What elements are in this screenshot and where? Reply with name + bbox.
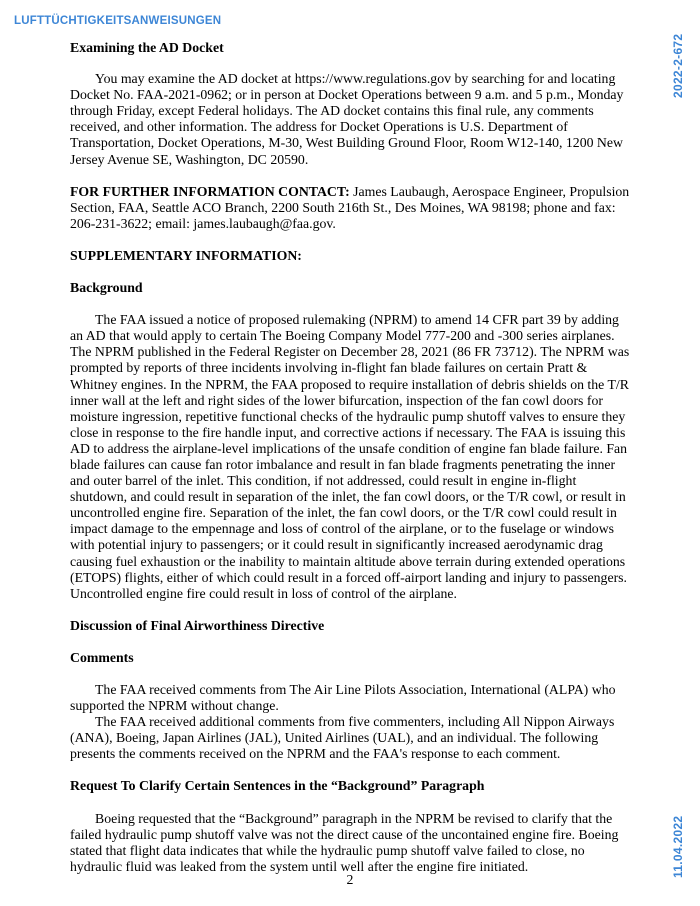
- comments-paragraph-2: The FAA received additional comments from five commenters, including All Nippon Airways (ANA), Boeing, Japan Airlines (JAL), United Airlines (UAL), and an individual. The following presents the comments received on the NPRM and the FAA's response to each comment.: [70, 714, 615, 762]
- side-doc-number: 2022-2-672: [671, 33, 685, 98]
- header-label: LUFTTÜCHTIGKEITSANWEISUNGEN: [14, 15, 222, 27]
- side-date: 11.04.2022: [671, 815, 685, 878]
- examining-paragraph: You may examine the AD docket at https://www.regulations.gov by searching for and locating Docket No. FAA-2021-0962; or in person at Docket Operations between 9 a.m. and 5 p.m., Monday through Friday, except Federal holidays. The AD docket contains this final rule, any comments received, and other information. The address for Docket Operations is U.S. Department of Transportation, Docket Operations, M-30, West Building Ground Floor, Room W12-140, 1200 New Jersey Avenue SE, Washington, DC 20590.: [70, 71, 624, 167]
- contact-paragraph: [70, 184, 630, 232]
- supplementary-heading: SUPPLEMENTARY INFORMATION:: [70, 247, 302, 263]
- request-heading: Request To Clarify Certain Sentences in the “Background” Paragraph: [70, 778, 485, 794]
- page-number: 2: [346, 872, 354, 887]
- comments-paragraph-1: The FAA received comments from The Air Line Pilots Association, International (ALPA) who supported the NPRM without change.: [70, 682, 616, 714]
- document-body: [70, 40, 630, 875]
- background-heading: Background: [70, 280, 143, 296]
- contact-text: James Laubaugh, Aerospace Engineer, Propulsion Section, FAA, Seattle ACO Branch, 2200 South 216th St., Des Moines, WA 98198; phone and fax: 206-231-3622; email: james.laubaugh@faa.gov.: [70, 183, 630, 231]
- discussion-heading: Discussion of Final Airworthiness Directive: [70, 617, 325, 633]
- contact-label: FOR FURTHER INFORMATION CONTACT:: [70, 183, 350, 199]
- request-paragraph: Boeing requested that the “Background” paragraph in the NPRM be revised to clarify that the failed hydraulic pump shutoff valve was not the direct cause of the uncontained engine fire. Boeing stated that flight data indicates that while the hydraulic pump shutoff valve failed to close, no hydraulic fluid was leaked from the system until well after the engine fire initiated.: [70, 810, 619, 874]
- comments-heading: Comments: [70, 649, 134, 665]
- examining-heading: Examining the AD Docket: [70, 40, 224, 55]
- background-paragraph: The FAA issued a notice of proposed rulemaking (NPRM) to amend 14 CFR part 39 by adding an AD that would apply to certain The Boeing Company Model 777-200 and -300 series airplanes. The NPRM published in the Federal Register on December 28, 2021 (86 FR 73712). The NPRM was prompted by reports of three incidents involving in-flight fan blade failures on certain Pratt & Whitney engines. In the NPRM, the FAA proposed to require installation of debris shields on the T/R inner wall at the left and right sides of the lower bifurcation, inspection of the fan cowl doors for moisture ingression, repetitive functional checks of the hydraulic pump shutoff valves to ensure they close in response to the fire handle input, and corrective actions if necessary. The FAA is issuing this AD to address the airplane-level implications of the unsafe condition of engine fan blade failure. Fan blade failures can cause fan rotor imbalance and result in fan blade fragments penetrating the inner and outer barrel of the inlet. This condition, if not addressed, could result in engine in-flight shutdown, and could result in separation of the inlet, the fan cowl doors, or the T/R cowl, or result in uncontrolled engine fire. Separation of the inlet, the fan cowl doors, or the T/R cowl could result in impact damage to the empennage and loss of control of the airplane, or to the fuselage or windows with potential injury to passengers; or it could result in significantly increased aerodynamic drag causing fuel exhaustion or the inability to maintain altitude above terrain during extended operations (ETOPS) flights, either of which could result in a forced off-airport landing and injury to passengers. Uncontrolled engine fire could result in loss of control of the airplane.: [70, 312, 630, 601]
